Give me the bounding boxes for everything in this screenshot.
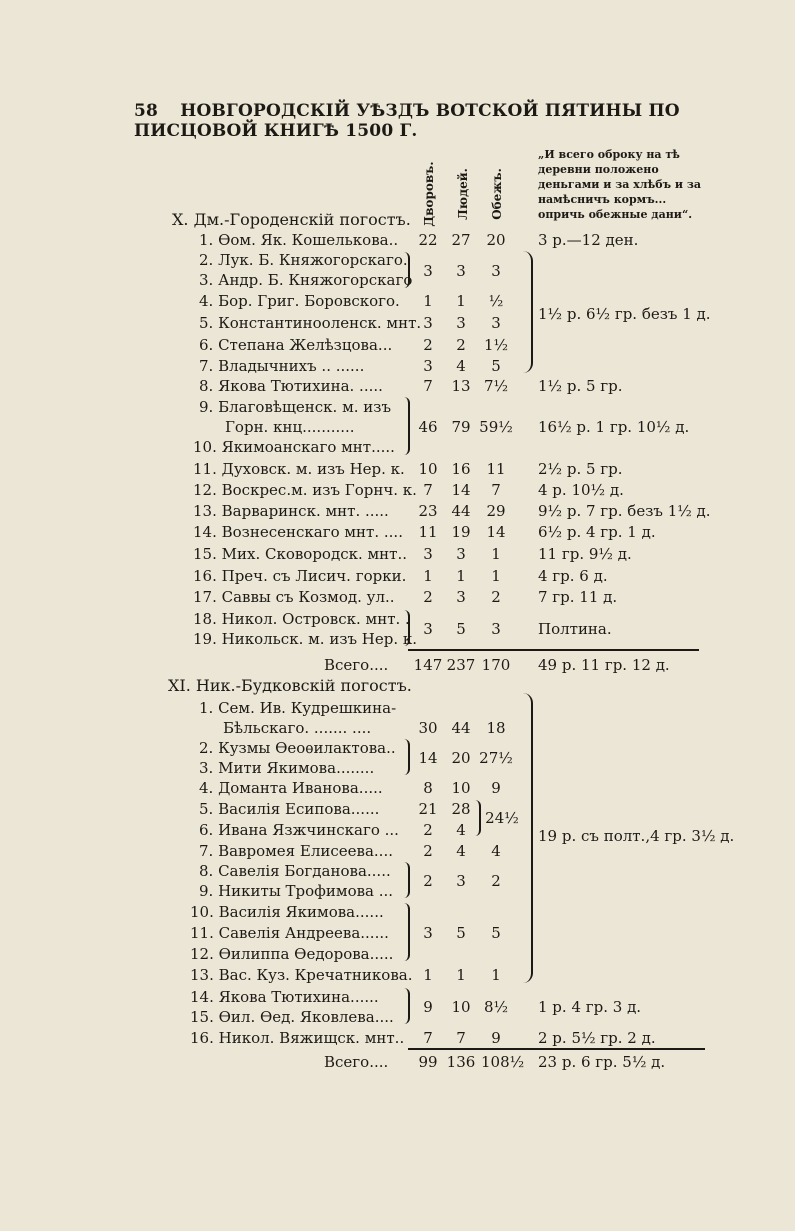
total-dvorov: 147 — [413, 656, 443, 674]
cell-dvorov: 7 — [423, 1029, 433, 1047]
cell-lyudei: 16 — [451, 460, 471, 478]
page-header — [134, 101, 795, 141]
group-brace — [523, 693, 533, 983]
cell-dvorov: 1 — [423, 292, 433, 310]
cell-lyudei: 44 — [451, 502, 471, 520]
cell-dvorov: 3 — [423, 314, 433, 332]
cell-obezh: 14 — [486, 523, 506, 541]
total-rule — [408, 649, 699, 651]
cell-lyudei: 10 — [451, 779, 471, 797]
group-brace — [402, 252, 410, 288]
table-row: 13. Вас. Куз. Кречатникова. — [190, 966, 413, 984]
table-row: 17. Саввы съ Козмод. ул.. — [193, 588, 395, 606]
group-brace — [402, 739, 410, 775]
cell-dvorov: 8 — [423, 779, 433, 797]
table-row: 18. Никол. Островск. мнт. . — [193, 610, 410, 628]
table-row: 3. Мити Якимова........ — [199, 759, 375, 777]
cell-dvorov: 3 — [423, 262, 433, 280]
table-row: 3. Андр. Б. Княжогорскаго — [199, 271, 413, 289]
cell-lyudei: 1 — [456, 567, 466, 585]
cell-obezh: 7 — [491, 481, 501, 499]
section-title: XI. Ник.-Будковскій погостъ. — [168, 676, 412, 695]
cell-dvorov: 7 — [423, 377, 433, 395]
cell-obrok: Полтина. — [538, 620, 612, 638]
cell-obezh: 1½ — [483, 336, 509, 354]
cell-obezh: 2 — [491, 588, 501, 606]
table-row: 16. Никол. Вяжищск. мнт.. — [190, 1029, 405, 1047]
cell-obezh: ½ — [488, 292, 504, 310]
cell-obezh: 59½ — [479, 418, 513, 436]
table-row: 12. Ѳилиппа Ѳедорова..... — [190, 945, 394, 963]
cell-dvorov: 3 — [423, 924, 433, 942]
cell-obezh: 9 — [491, 1029, 501, 1047]
cell-obezh: 7½ — [483, 377, 509, 395]
cell-obrok: 2 р. 5½ гр. 2 д. — [538, 1029, 656, 1047]
cell-obezh: 3 — [491, 262, 501, 280]
cell-dvorov: 2 — [423, 872, 433, 890]
cell-dvorov: 3 — [423, 545, 433, 563]
cell-lyudei: 1 — [456, 292, 466, 310]
table-row: 8. Якова Тютихина. ..... — [199, 377, 383, 395]
cell-obrok: 7 гр. 11 д. — [538, 588, 618, 606]
table-row: 4. Бор. Григ. Боровского. — [199, 292, 400, 310]
table-row: 12. Воскрес.м. изъ Горнч. к. — [193, 481, 417, 499]
cell-obrok: 3 р.—12 ден. — [538, 231, 639, 249]
cell-dvorov: 3 — [423, 357, 433, 375]
table-row: 8. Савелія Богданова..... — [199, 862, 391, 880]
total-dvorov: 99 — [418, 1053, 438, 1071]
cell-obezh: 8½ — [483, 998, 509, 1016]
table-row: 1. Сем. Ив. Кудрешкина- — [199, 699, 397, 717]
total-lyudei: 237 — [446, 656, 476, 674]
cell-lyudei: 7 — [456, 1029, 466, 1047]
group-brace — [402, 903, 410, 961]
cell-dvorov: 2 — [423, 336, 433, 354]
cell-lyudei: 14 — [451, 481, 471, 499]
cell-dvorov: 23 — [418, 502, 438, 520]
cell-lyudei: 4 — [456, 821, 466, 839]
table-row: 2. Лук. Б. Княжогорскаго. — [199, 251, 408, 269]
table-row: 15. Ѳил. Ѳед. Яковлева.... — [190, 1008, 394, 1026]
cell-dvorov: 2 — [423, 821, 433, 839]
cell-obrok: 4 гр. 6 д. — [538, 567, 608, 585]
cell-obezh: 5 — [491, 357, 501, 375]
cell-dvorov: 3 — [423, 620, 433, 638]
table-row: 9. Благовѣщенск. м. изъ — [199, 398, 392, 416]
cell-lyudei: 3 — [456, 545, 466, 563]
total-obezh: 108½ — [481, 1053, 525, 1071]
table-row: 15. Мих. Сковородск. мнт.. — [193, 545, 408, 563]
cell-lyudei: 10 — [451, 998, 471, 1016]
cell-dvorov: 14 — [418, 749, 438, 767]
group-brace — [402, 610, 410, 646]
cell-obezh: 5 — [491, 924, 501, 942]
cell-obezh: 2 — [491, 872, 501, 890]
cell-dvorov: 7 — [423, 481, 433, 499]
table-row: Бѣльскаго. ....... .... — [223, 719, 372, 737]
total-lyudei: 136 — [446, 1053, 476, 1071]
cell-dvorov: 9 — [423, 998, 433, 1016]
cell-dvorov: 21 — [418, 800, 438, 818]
cell-obrok: 6½ р. 4 гр. 1 д. — [538, 523, 656, 541]
cell-obezh: 1 — [491, 545, 501, 563]
cell-obrok: 1 р. 4 гр. 3 д. — [538, 998, 642, 1016]
table-row: 14. Вознесенскаго мнт. .... — [193, 523, 403, 541]
total-obrok: 49 р. 11 гр. 12 д. — [538, 656, 670, 674]
cell-obezh: 9 — [491, 779, 501, 797]
table-row: 5. Василія Есипова...... — [199, 800, 380, 818]
total-obrok: 23 р. 6 гр. 5½ д. — [538, 1053, 666, 1071]
column-header-lyudei: Людей. — [456, 168, 470, 220]
total-obezh: 170 — [481, 656, 511, 674]
group-brace — [523, 251, 533, 373]
cell-dvorov: 46 — [418, 418, 438, 436]
cell-lyudei: 44 — [451, 719, 471, 737]
cell-lyudei: 3 — [456, 314, 466, 332]
cell-dvorov: 1 — [423, 966, 433, 984]
group-brace — [402, 988, 410, 1024]
cell-obezh: 18 — [486, 719, 506, 737]
table-row: 11. Духовск. м. изъ Нер. к. — [193, 460, 405, 478]
cell-lyudei: 79 — [451, 418, 471, 436]
cell-obezh: 1 — [491, 567, 501, 585]
cell-lyudei: 20 — [451, 749, 471, 767]
table-row: 9. Никиты Трофимова ... — [199, 882, 394, 900]
group-brace — [402, 862, 410, 898]
total-label: Всего.... — [324, 656, 389, 674]
column-header-obezh: Обежъ. — [490, 168, 504, 220]
cell-obezh: 27½ — [479, 749, 513, 767]
table-row: 4. Доманта Иванова..... — [199, 779, 383, 797]
cell-obezh: 11 — [486, 460, 506, 478]
column-header-note: „И всего оброку на тѣ деревни положено деньгами и за хлѣбъ и за намѣсничъ кормъ... опричь обежные дани“. — [538, 148, 702, 221]
table-row: 10. Якимоанскаго мнт..... — [193, 438, 395, 456]
table-row: 7. Владычнихъ .. ...... — [199, 357, 365, 375]
group-brace — [402, 397, 410, 455]
page-title: НОВГОРОДСКІЙ УѢЗДЪ ВОТСКОЙ ПЯТИНЫ ПО ПИСЦОВОЙ КНИГѢ 1500 Г. — [134, 101, 680, 141]
cell-obezh: 24½ — [485, 809, 519, 827]
cell-obrok-group: 1½ р. 6½ гр. безъ 1 д. — [538, 305, 711, 323]
table-row: 11. Савелія Андреева...... — [190, 924, 389, 942]
section-title: X. Дм.-Городенскій погостъ. — [172, 210, 411, 229]
table-row: 14. Якова Тютихина...... — [190, 988, 379, 1006]
cell-obezh: 3 — [491, 314, 501, 332]
cell-lyudei: 19 — [451, 523, 471, 541]
cell-obrok: 1½ р. 5 гр. — [538, 377, 623, 395]
group-brace — [473, 800, 481, 836]
cell-obrok: 11 гр. 9½ д. — [538, 545, 632, 563]
table-row: 6. Степана Желѣзцова... — [199, 336, 393, 354]
cell-lyudei: 4 — [456, 357, 466, 375]
table-row: 19. Никольск. м. изъ Нер. к. — [193, 630, 418, 648]
cell-dvorov: 11 — [418, 523, 438, 541]
table-row: 16. Преч. съ Лисич. горки. — [193, 567, 407, 585]
cell-dvorov: 2 — [423, 588, 433, 606]
cell-obrok: 16½ р. 1 гр. 10½ д. — [538, 418, 690, 436]
cell-lyudei: 3 — [456, 262, 466, 280]
cell-lyudei: 27 — [451, 231, 471, 249]
cell-obrok-group: 19 р. съ полт.,4 гр. 3½ д. — [538, 827, 735, 845]
total-rule — [408, 1048, 705, 1050]
cell-lyudei: 5 — [456, 620, 466, 638]
cell-lyudei: 3 — [456, 588, 466, 606]
table-row: 13. Варваринск. мнт. ..... — [193, 502, 389, 520]
cell-lyudei: 4 — [456, 842, 466, 860]
cell-lyudei: 1 — [456, 966, 466, 984]
cell-dvorov: 30 — [418, 719, 438, 737]
table-row: 5. Константинооленск. мнт. — [199, 314, 422, 332]
cell-obezh: 3 — [491, 620, 501, 638]
table-row: 2. Кузмы Ѳеоѳилактова.. — [199, 739, 396, 757]
cell-dvorov: 10 — [418, 460, 438, 478]
cell-lyudei: 28 — [451, 800, 471, 818]
column-header-dvorov: Дворовъ. — [422, 161, 436, 227]
total-label: Всего.... — [324, 1053, 389, 1071]
cell-dvorov: 22 — [418, 231, 438, 249]
cell-lyudei: 3 — [456, 872, 466, 890]
cell-dvorov: 2 — [423, 842, 433, 860]
cell-dvorov: 1 — [423, 567, 433, 585]
table-row: Горн. кнц........... — [225, 418, 355, 436]
page-number: 58 — [134, 101, 159, 121]
cell-lyudei: 2 — [456, 336, 466, 354]
cell-obezh: 20 — [486, 231, 506, 249]
cell-obrok: 4 р. 10½ д. — [538, 481, 624, 499]
table-row: 6. Ивана Язжчинскаго ... — [199, 821, 399, 839]
cell-lyudei: 5 — [456, 924, 466, 942]
cell-obezh: 29 — [486, 502, 506, 520]
cell-obezh: 1 — [491, 966, 501, 984]
table-row: 7. Вавромея Елисеева.... — [199, 842, 393, 860]
cell-lyudei: 13 — [451, 377, 471, 395]
cell-obrok: 2½ р. 5 гр. — [538, 460, 623, 478]
table-row: 1. Ѳом. Як. Кошелькова.. — [199, 231, 399, 249]
cell-obrok: 9½ р. 7 гр. безъ 1½ д. — [538, 502, 711, 520]
cell-obezh: 4 — [491, 842, 501, 860]
table-row: 10. Василія Якимова...... — [190, 903, 384, 921]
